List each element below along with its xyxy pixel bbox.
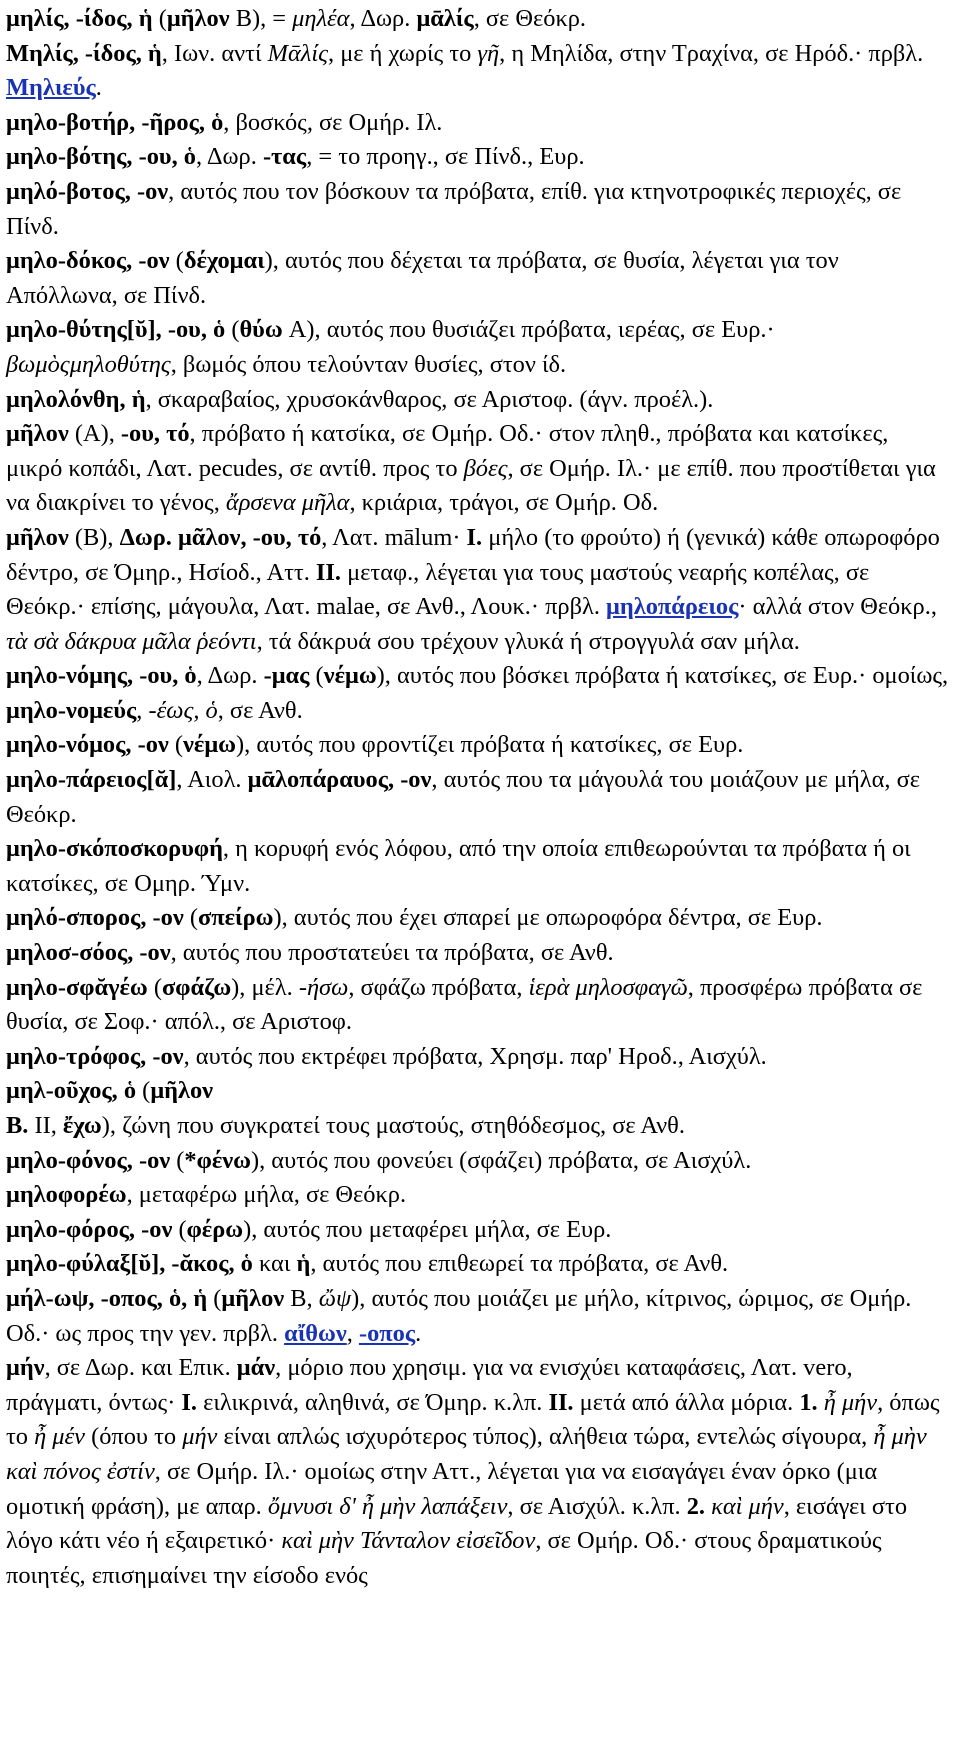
italic-phrase: βόες (463, 454, 508, 482)
definition-text: ( (147, 973, 162, 1001)
bold-term: μῆλον (166, 5, 230, 32)
definition-text: ( (172, 1215, 187, 1243)
definition-text: B), = (229, 5, 293, 32)
dictionary-entry (6, 106, 950, 141)
dictionary-entry (6, 2, 950, 37)
definition-text: (B), (68, 523, 120, 551)
definition-text: ), μέλ. (231, 973, 299, 1001)
dictionary-entry (6, 763, 950, 832)
definition-text: , κριάρια, τράγοι, σε Ομήρ. Οδ. (349, 489, 659, 517)
definition-text: ( (136, 1077, 151, 1105)
definition-text: , Δωρ. (195, 143, 263, 171)
definition-text: , σφάζω πρόβατα, (348, 973, 529, 1001)
definition-text: II, (28, 1112, 63, 1139)
headword: μηλο-δόκος, -ον (6, 247, 170, 275)
definition-text: , μεταφέρω μήλα, σε Θεόκρ. (126, 1181, 407, 1209)
definition-text: , προσφέρω πρόβατα σε θυσία, σε Σοφ.· απόλ., σε Αριστοφ. (6, 973, 923, 1036)
dictionary-entry (6, 1213, 950, 1248)
italic-phrase: Μᾱλίς (267, 39, 329, 67)
definition-text: (A), (68, 420, 121, 448)
definition-text: , αυτός που προστατεύει τα πρόβατα, σε Ανθ. (170, 939, 614, 967)
dictionary-entry (6, 728, 950, 763)
dictionary-entry (6, 313, 950, 382)
bold-term: σπείρω (197, 904, 274, 932)
dictionary-entry (6, 971, 950, 1040)
bold-term: ἔχω (62, 1112, 102, 1139)
dictionary-entry (6, 936, 950, 971)
definition-text: , Ιων. αντί (161, 39, 268, 67)
dictionary-entry (6, 383, 950, 418)
definition-text: ), αυτός που μεταφέρει μήλα, σε Ευρ. (243, 1215, 612, 1243)
definition-text: , (346, 1319, 359, 1347)
dictionary-entry (6, 37, 950, 106)
dictionary-entry (6, 1144, 950, 1179)
definition-text: , μόριο που χρησιμ. για να ενισχύει καταφάσεις, Λατ. vero, πράγματι, όντως· (6, 1354, 853, 1416)
definition-text: A), αυτός που θυσιάζει πρόβατα, ιερέας, σε Ευρ.· (282, 316, 775, 344)
bold-term: I. (181, 1388, 198, 1416)
definition-text: , η Μηλίδα, στην Τραχίνα, σε Ηρόδ.· πρβλ. (499, 39, 924, 67)
bold-term: -μας (263, 662, 310, 690)
bold-term: -ου, τό (120, 420, 190, 448)
definition-text: , σκαραβαίος, χρυσοκάνθαρος, σε Αριστοφ. (άγν. προέλ.). (145, 385, 714, 413)
definition-text: . (415, 1319, 422, 1347)
bold-term: ἡ (296, 1250, 311, 1278)
headword: μηλο-βοτήρ, -ῆρος, ὁ (6, 108, 224, 136)
definition-text: , βωμός όπου τελούνταν θυσίες, στον ίδ. (170, 350, 567, 378)
headword: Μηλίς, -ίδος, ἡ (6, 39, 162, 67)
italic-phrase: ἦ μήν (823, 1388, 878, 1416)
headword: μηλο-τρόφος, -ον (6, 1042, 184, 1070)
headword: μηλο-νόμος, -ον (6, 731, 169, 759)
italic-phrase: ἦ μὴν καὶ πόνος ἐστίν (6, 1423, 927, 1485)
definition-text: , σε Αισχύλ. κ.λπ. (507, 1492, 687, 1520)
cross-reference-link[interactable]: -οπος (358, 1319, 416, 1347)
italic-phrase: γῆ (477, 39, 500, 67)
headword: μηλο-φύλαξ[ῠ], -ᾰκος, ὁ (6, 1250, 253, 1278)
definition-text: , Δωρ. (349, 5, 417, 32)
definition-text: , βοσκός, σε Ομήρ. Ιλ. (223, 108, 443, 136)
definition-text: , σε Ομήρ. Οδ.· στους δραματικούς ποιητές, επισημαίνει την είσοδο ενός (6, 1527, 882, 1589)
dictionary-entry (6, 417, 950, 521)
definition-text: , Δωρ. (196, 662, 264, 690)
definition-text: ), αυτός που φροντίζει πρόβατα ή κατσίκες, σε Ευρ. (236, 731, 744, 759)
headword: μηλο-νόμης, -ου, ὁ (6, 662, 197, 690)
definition-text: μεταφ., λέγεται για τους μαστούς νεαρής κοπέλας, σε Θεόκρ.· επίσης, μάγουλα, Λατ. malae, σε Ανθ., Λουκ.· πρβλ. (6, 558, 870, 621)
italic-phrase: ἱερὰ μηλοσφαγῶ (528, 973, 688, 1001)
definition-text: ( (152, 5, 167, 32)
definition-text: ), αυτός που βόσκει πρόβατα ή κατσίκες, σε Ευρ.· ομοίως, (376, 662, 949, 690)
dictionary-entry (6, 1282, 950, 1351)
definition-text: ( (169, 247, 184, 275)
definition-text: , αυτός που επιθεωρεί τα πρόβατα, σε Ανθ. (310, 1250, 729, 1278)
bold-term: θύω (239, 316, 283, 344)
dictionary-entry (6, 1040, 950, 1075)
dictionary-entry (6, 244, 950, 313)
cross-reference-link[interactable]: μηλοπάρειος (606, 593, 739, 621)
italic-phrase: καὶ μήν (711, 1492, 784, 1520)
headword: μηλο-σφᾰγέω (6, 973, 148, 1001)
definition-text: ), αυτός που μοιάζει με μήλο, κίτρινος, ώριμος, σε Ομήρ. Οδ.· ως προς την γεν. πρβλ. (6, 1284, 912, 1347)
dictionary-entry (6, 521, 950, 659)
definition-text: , σε Ανθ. (217, 696, 303, 724)
definition-text: ), αυτός που δέχεται τα πρόβατα, σε θυσία, λέγεται για τον Απόλλωνα, σε Πίνδ. (6, 247, 839, 309)
definition-text: είναι απλώς ισχυρότερος τύπος), αλήθεια τώρα, εντελώς σίγουρα, (217, 1423, 874, 1451)
bold-term: I. (466, 523, 483, 551)
definition-text: μετά από άλλα μόρια. (573, 1388, 800, 1416)
italic-phrase: ὄμνυσι δ' ἦ μὴν λαπάξειν (267, 1492, 508, 1520)
headword: μήν (6, 1354, 45, 1382)
definition-text: , αυτός που εκτρέφει πρόβατα, Χρησμ. παρ' Ηροδ., Αισχύλ. (183, 1042, 767, 1070)
definition-text: , Αιολ. (176, 766, 248, 794)
headword: μῆλον (6, 420, 69, 448)
definition-text: ( (183, 904, 198, 932)
bold-term: 1. (799, 1388, 818, 1416)
headword: μηλο-φόρος, -ον (6, 1215, 173, 1243)
definition-text: , η κορυφή ενός λόφου, από την οποία επιθεωρούνται τα πρόβατα ή οι κατσίκες, σε Ομηρ. Ύμν. (6, 835, 911, 897)
definition-text: , αυτός που τα μάγουλά του μοιάζουν με μήλα, σε Θεόκρ. (6, 766, 920, 828)
definition-text: (όπου το (85, 1423, 183, 1451)
headword: μηλο-φόνος, -ον (6, 1146, 171, 1174)
bold-term: II. (315, 558, 341, 586)
definition-text: ( (168, 731, 184, 759)
headword: μηλό-σπορος, -ον (6, 904, 184, 932)
bold-term: σφάζω (161, 973, 232, 1001)
headword: μηλολόνθη, ἡ (6, 385, 146, 413)
headword: μηλο-πάρειος[ᾰ] (6, 766, 177, 794)
definition-text: . (95, 74, 102, 102)
dictionary-entry (6, 659, 950, 728)
italic-phrase: βωμὸςμηλοθύτης (6, 350, 171, 378)
headword: μηλό-βοτος, -ον (6, 177, 169, 205)
definition-text: ειλικρινά, αληθινά, σε Όμηρ. κ.λπ. (197, 1388, 549, 1416)
definition-text: , σε Ομήρ. Ιλ.· με επίθ. που προστίθεται για να διακρίνει το γένος, (6, 454, 936, 517)
headword: μῆλον (6, 523, 69, 551)
definition-text: ( (225, 316, 240, 344)
bold-term: μῆλον (150, 1077, 214, 1105)
headword: μηλ-οῦχος, ὁ (6, 1077, 137, 1105)
definition-text: , (136, 696, 149, 724)
bold-term: *φένω (184, 1146, 251, 1174)
headword: μήλ-ωψ, -οπος, ὁ, ἡ (6, 1284, 208, 1312)
bold-term: μῆλον (221, 1284, 285, 1312)
italic-phrase: -έως, ὁ (148, 696, 218, 724)
definition-text: , αυτός που τον βόσκουν τα πρόβατα, επίθ. για κτηνοτροφικές περιοχές, σε Πίνδ. (6, 177, 902, 240)
headword: μηλίς, -ίδος, ἡ (6, 5, 153, 32)
definition-text: ( (309, 662, 324, 690)
definition-text: ( (170, 1146, 185, 1174)
dictionary-entry (6, 1178, 950, 1213)
headword: μηλο-θύτης[ῠ], -ου, ὁ (6, 316, 226, 344)
cross-reference-link[interactable]: Μηλιεύς (6, 74, 96, 102)
definition-text: μήλο (το φρούτο) ή (γενικά) κάθε οπωροφόρο δέντρο, σε Όμηρ., Ησίοδ., Αττ. (6, 523, 940, 586)
italic-phrase: ἦ μέν (34, 1423, 85, 1451)
cross-reference-link[interactable]: αἴθων (284, 1319, 347, 1347)
definition-text: , = το προηγ., σε Πίνδ., Ευρ. (306, 143, 585, 171)
definition-text: , Λατ. mālum· (321, 523, 467, 551)
definition-text: ), αυτός που φονεύει (σφάζει) πρόβατα, σε Αισχύλ. (250, 1146, 752, 1174)
definition-text: , εισάγει στο λόγο κάτι νέο ή εξαιρετικό· (6, 1492, 908, 1555)
bold-term: -τας (262, 143, 307, 171)
dictionary-entry (6, 175, 950, 244)
headword: μηλοφορέω (6, 1181, 127, 1209)
dictionary-entry (6, 140, 950, 175)
bold-term: μάν (236, 1354, 276, 1382)
italic-phrase: μηλέα (292, 5, 350, 32)
bold-term: B. (6, 1112, 29, 1139)
bold-term: νέμω (323, 662, 377, 690)
bold-term: μηλο-νομεύς (6, 696, 137, 724)
italic-phrase: μήν (182, 1423, 218, 1451)
headword: μηλο-σκόποσκορυφή (6, 835, 223, 863)
definition-text: και (252, 1250, 297, 1278)
bold-term: μᾱλοπάραυος, -ον (247, 766, 432, 794)
definition-text: , τά δάκρυά σου τρέχουν γλυκά ή στρογγυλά σαν μήλα. (256, 627, 800, 655)
italic-phrase: -ήσω (298, 973, 349, 1001)
dictionary-entry (6, 1247, 950, 1282)
italic-phrase: ἄρσενα μῆλα (225, 489, 350, 517)
definition-text: ), αυτός που έχει σπαρεί με οπωροφόρα δέντρα, σε Ευρ. (273, 904, 823, 932)
headword: μηλοσ-σόος, -ον (6, 939, 171, 967)
definition-text: , σε Ομήρ. Ιλ.· ομοίως στην Αττ., λέγεται για να εισαγάγει έναν όρκο (μια ομοτική φράση), με απαρ. (6, 1457, 878, 1520)
definition-text: B, (284, 1284, 319, 1312)
dictionary-entry (6, 1074, 950, 1143)
dictionary-entry (6, 901, 950, 936)
definition-text: ), ζώνη που συγκρατεί τους μαστούς, στηθόδεσμος, σε Ανθ. (101, 1112, 685, 1139)
definition-text: · αλλά στον Θεόκρ., (738, 593, 937, 621)
bold-term: II. (548, 1388, 574, 1416)
definition-text: , σε Θεόκρ. (473, 5, 587, 32)
dictionary-entry (6, 832, 950, 901)
italic-phrase: καὶ μὴν Τάνταλον εἰσεῖδον (281, 1527, 536, 1555)
definition-text: ( (207, 1284, 222, 1312)
italic-phrase: τὰ σὰ δάκρυα μᾶλα ῥεόντι (6, 627, 257, 655)
headword: μηλο-βότης, -ου, ὁ (6, 143, 196, 171)
definition-text: , με ή χωρίς το (328, 39, 478, 67)
bold-term: 2. (686, 1492, 706, 1520)
dictionary-entry (6, 1351, 950, 1593)
bold-term: φέρω (186, 1215, 244, 1243)
bold-term: δέχομαι (183, 247, 265, 275)
bold-term: μᾱλίς (416, 5, 474, 32)
italic-phrase: ὤψ (318, 1284, 352, 1312)
definition-text: , σε Δωρ. και Επικ. (44, 1354, 237, 1382)
definition-text: , πρόβατο ή κατσίκα, σε Ομήρ. Οδ.· στον πληθ., πρόβατα και κατσίκες, μικρό κοπάδι, Λατ. pecudes, σε αντίθ. προς το (6, 420, 889, 482)
bold-term: Δωρ. μᾶλον, -ου, τό (119, 523, 322, 551)
definition-text: , όπως το (6, 1388, 940, 1451)
bold-term: νέμω (183, 731, 237, 759)
